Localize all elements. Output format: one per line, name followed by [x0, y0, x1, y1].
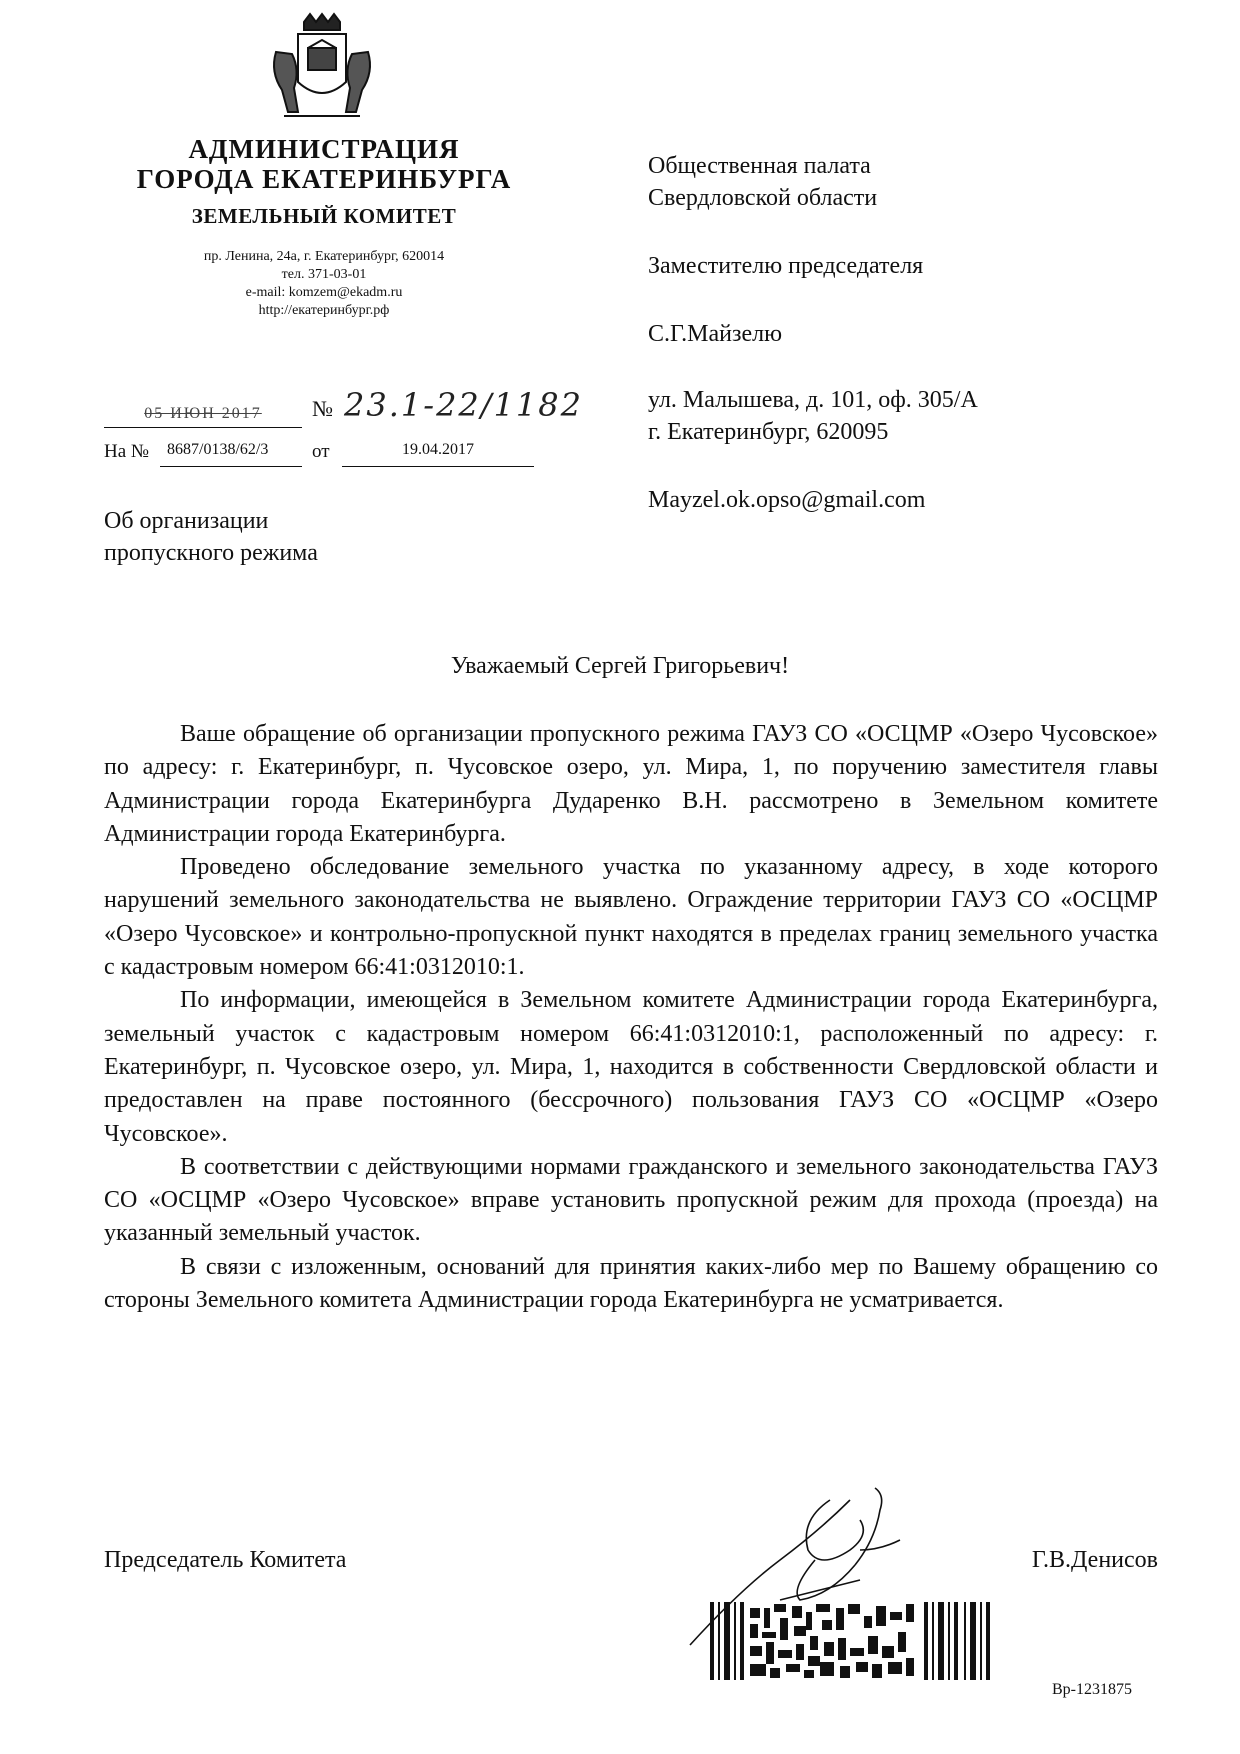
- signatory-title: Председатель Комитета: [104, 1547, 347, 1573]
- body-paragraph: В связи с изложенным, оснований для принятия каких-либо мер по Вашему обращению со стороны Земельного комитета Администрации города Екатеринбурга не усматривается.: [104, 1253, 1158, 1314]
- body-paragraph: В соответствии с действующими нормами гражданского и земельного законодательства ГАУЗ СО «ОСЦМР «Озеро Чусовское» вправе установить пропускной режим для прохода (проезда) на указанный земельный участок.: [104, 1153, 1158, 1247]
- org-email: e-mail: komzem@ekadm.ru: [245, 285, 403, 300]
- salutation: Уважаемый Сергей Григорьевич!: [450, 653, 790, 679]
- reference-label: На №: [104, 441, 150, 462]
- document-code: Вр-1231875: [1052, 1681, 1132, 1698]
- recipient-email: Mayzel.ok.opso@gmail.com: [648, 487, 926, 513]
- recipient-city: г. Екатеринбург, 620095: [648, 419, 889, 445]
- recipient-org-line2: Свердловской области: [648, 185, 878, 211]
- registration-number-sign: №: [312, 396, 333, 421]
- org-name-line2: ГОРОДА ЕКАТЕРИНБУРГА: [136, 164, 512, 194]
- reference-number-underline: [160, 466, 302, 467]
- recipient-name: С.Г.Майзелю: [648, 321, 783, 347]
- recipient-street: ул. Малышева, д. 101, оф. 305/А: [648, 387, 978, 413]
- reference-date-underline: [342, 466, 534, 467]
- signatory-name: Г.В.Денисов: [1031, 1547, 1158, 1573]
- reference-from-label: от: [312, 441, 330, 462]
- recipient-position: Заместителю председателя: [648, 253, 924, 279]
- body-paragraph: Проведено обследование земельного участка по указанному адресу, в ходе которого нарушений земельного законодательства не выявлено. Ограждение территории ГАУЗ СО «ОСЦМР «Озеро Чусовское» и контрольно-пропускной пункт находятся в пределах границ земельного участка с кадастровым номером 66:41:0312010:1.: [104, 854, 1158, 981]
- letter-body: [104, 718, 1158, 1317]
- subject-line1: Об организации: [104, 508, 269, 534]
- coat-of-arms-icon: [264, 12, 380, 122]
- body-paragraph: Ваше обращение об организации пропускного режима ГАУЗ СО «ОСЦМР «Озеро Чусовское» по адресу: г. Екатеринбург, п. Чусовское озеро, ул. Мира, 1, по поручению заместителя главы Администрации города Екатеринбурга Дударенко В.Н. рассмотрено в Земельном комитете Администрации города Екатеринбурга.: [104, 721, 1158, 847]
- registration-date-underline: [104, 427, 302, 428]
- registration-date-stamp: 05 ИЮН 2017: [144, 405, 262, 422]
- org-website: http://екатеринбург.рф: [258, 303, 390, 318]
- reference-number: 8687/0138/62/3: [167, 441, 269, 458]
- org-phone: тел. 371-03-01: [281, 267, 367, 282]
- department-name: ЗЕМЕЛЬНЫЙ КОМИТЕТ: [191, 204, 457, 228]
- subject-line2: пропускного режима: [104, 540, 318, 566]
- org-name-line1: АДМИНИСТРАЦИЯ: [188, 134, 460, 164]
- document-barcode-icon: [710, 1602, 1010, 1680]
- body-paragraph: По информации, имеющейся в Земельном комитете Администрации города Екатеринбурга, земельный участок с кадастровым номером 66:41:0312010:1, расположенный по адресу: г. Екатеринбург, п. Чусовское озеро, ул. Мира, 1, находится в собственности Свердловской области и предоставлен на праве постоянного (бессрочного) пользования ГАУЗ СО «ОСЦМР «Озеро Чусовское».: [104, 987, 1158, 1147]
- reference-date: 19.04.2017: [402, 441, 474, 458]
- registration-number: 23.1-22/1182: [344, 386, 583, 424]
- recipient-org-line1: Общественная палата: [648, 153, 871, 179]
- org-address: пр. Ленина, 24а, г. Екатеринбург, 620014: [203, 249, 445, 264]
- letter-subject: [104, 505, 318, 569]
